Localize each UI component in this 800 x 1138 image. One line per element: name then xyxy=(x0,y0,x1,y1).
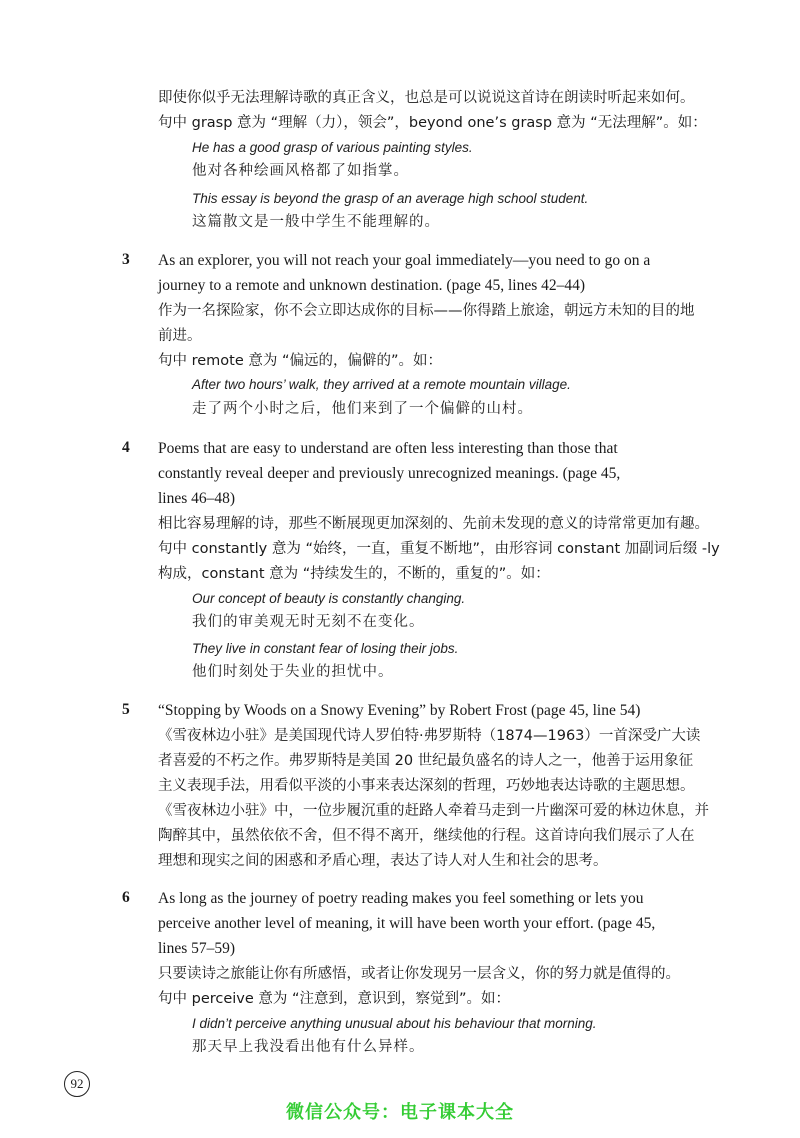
example-english: I didn’t perceive anything unusual about his behaviour that morning. xyxy=(192,1016,597,1031)
item-note: 句中 perceive 意为 “注意到，意识到，察觉到”。如： xyxy=(158,991,511,1007)
item-number: 6 xyxy=(122,889,130,906)
item-english-line: constantly reveal deeper and previously unrecognized meanings. (page 45, xyxy=(158,465,621,482)
item-number: 5 xyxy=(122,701,130,718)
item-english-line: journey to a remote and unknown destination. (page 45, lines 42–44) xyxy=(158,277,586,294)
item-number: 3 xyxy=(122,251,130,268)
item-english-line: As long as the journey of poetry reading makes you feel something or lets you xyxy=(158,890,644,907)
item-translation-line: 作为一名探险家，你不会立即达成你的目标——你得踏上旅途，朝远方未知的目的地 xyxy=(158,303,695,319)
item-translation-line: 者喜爱的不朽之作。弗罗斯特是美国 20 世纪最负盛名的诗人之一，他善于运用象征 xyxy=(158,753,694,769)
item-english-line: lines 57–59) xyxy=(158,940,236,957)
item-number: 4 xyxy=(122,439,130,456)
footer-watermark: 微信公众号：电子课本大全 xyxy=(286,1102,514,1123)
page-number: 92 xyxy=(64,1071,90,1097)
example-english: They live in constant fear of losing their jobs. xyxy=(192,641,459,656)
example-chinese: 他们时刻处于失业的担忧中。 xyxy=(192,664,394,680)
intro-line-2: 句中 grasp 意为 “理解（力），领会”，beyond one’s grasp 意为 “无法理解”。如： xyxy=(158,115,707,131)
item-english-line: Poems that are easy to understand are often less interesting than those that xyxy=(158,440,618,457)
example-chinese: 我们的审美观无时无刻不在变化。 xyxy=(192,614,425,630)
item-translation-line: 主义表现手法，用看似平淡的小事来表达深刻的哲理，巧妙地表达诗歌的主题思想。 xyxy=(158,778,695,794)
item-english-line: “Stopping by Woods on a Snowy Evening” by Robert Frost (page 45, line 54) xyxy=(158,702,641,719)
item-translation-line: 理想和现实之间的困惑和矛盾心理，表达了诗人对人生和社会的思考。 xyxy=(158,853,608,869)
item-note: 句中 constantly 意为 “始终，一直，重复不断地”，由形容词 constant 加副词后缀 -ly xyxy=(158,541,720,557)
item-english-line: perceive another level of meaning, it will have been worth your effort. (page 45, xyxy=(158,915,656,932)
item-translation-line: 前进。 xyxy=(158,328,202,344)
item-note: 句中 remote 意为 “偏远的，偏僻的”。如： xyxy=(158,353,443,369)
item-translation-line: 《雪夜林边小驻》中，一位步履沉重的赶路人牵着马走到一片幽深可爱的林边休息，并 xyxy=(158,803,709,819)
example-english: He has a good grasp of various painting styles. xyxy=(192,140,473,155)
example-chinese: 他对各种绘画风格都了如指掌。 xyxy=(192,163,409,179)
item-translation-line: 陶醉其中，虽然依依不舍，但不得不离开，继续他的行程。这首诗向我们展示了人在 xyxy=(158,828,695,844)
example-chinese: 这篇散文是一般中学生不能理解的。 xyxy=(192,214,440,230)
example-english: Our concept of beauty is constantly changing. xyxy=(192,591,466,606)
example-english: This essay is beyond the grasp of an average high school student. xyxy=(192,191,589,206)
item-note: 构成，constant 意为 “持续发生的，不断的，重复的”。如： xyxy=(158,566,550,582)
intro-line-1: 即使你似乎无法理解诗歌的真正含义，也总是可以说说这首诗在朗读时听起来如何。 xyxy=(158,90,695,106)
example-english: After two hours’ walk, they arrived at a remote mountain village. xyxy=(192,377,571,392)
example-chinese: 那天早上我没看出他有什么异样。 xyxy=(192,1039,425,1055)
item-translation-line: 《雪夜林边小驻》是美国现代诗人罗伯特·弗罗斯特（1874—1963）一首深受广大读 xyxy=(158,728,701,744)
item-translation-line: 只要读诗之旅能让你有所感悟，或者让你发现另一层含义，你的努力就是值得的。 xyxy=(158,966,680,982)
example-chinese: 走了两个小时之后，他们来到了一个偏僻的山村。 xyxy=(192,401,533,417)
item-translation-line: 相比容易理解的诗，那些不断展现更加深刻的、先前未发现的意义的诗常常更加有趣。 xyxy=(158,516,709,532)
item-english-line: As an explorer, you will not reach your goal immediately—you need to go on a xyxy=(158,252,651,269)
item-english-line: lines 46–48) xyxy=(158,490,236,507)
